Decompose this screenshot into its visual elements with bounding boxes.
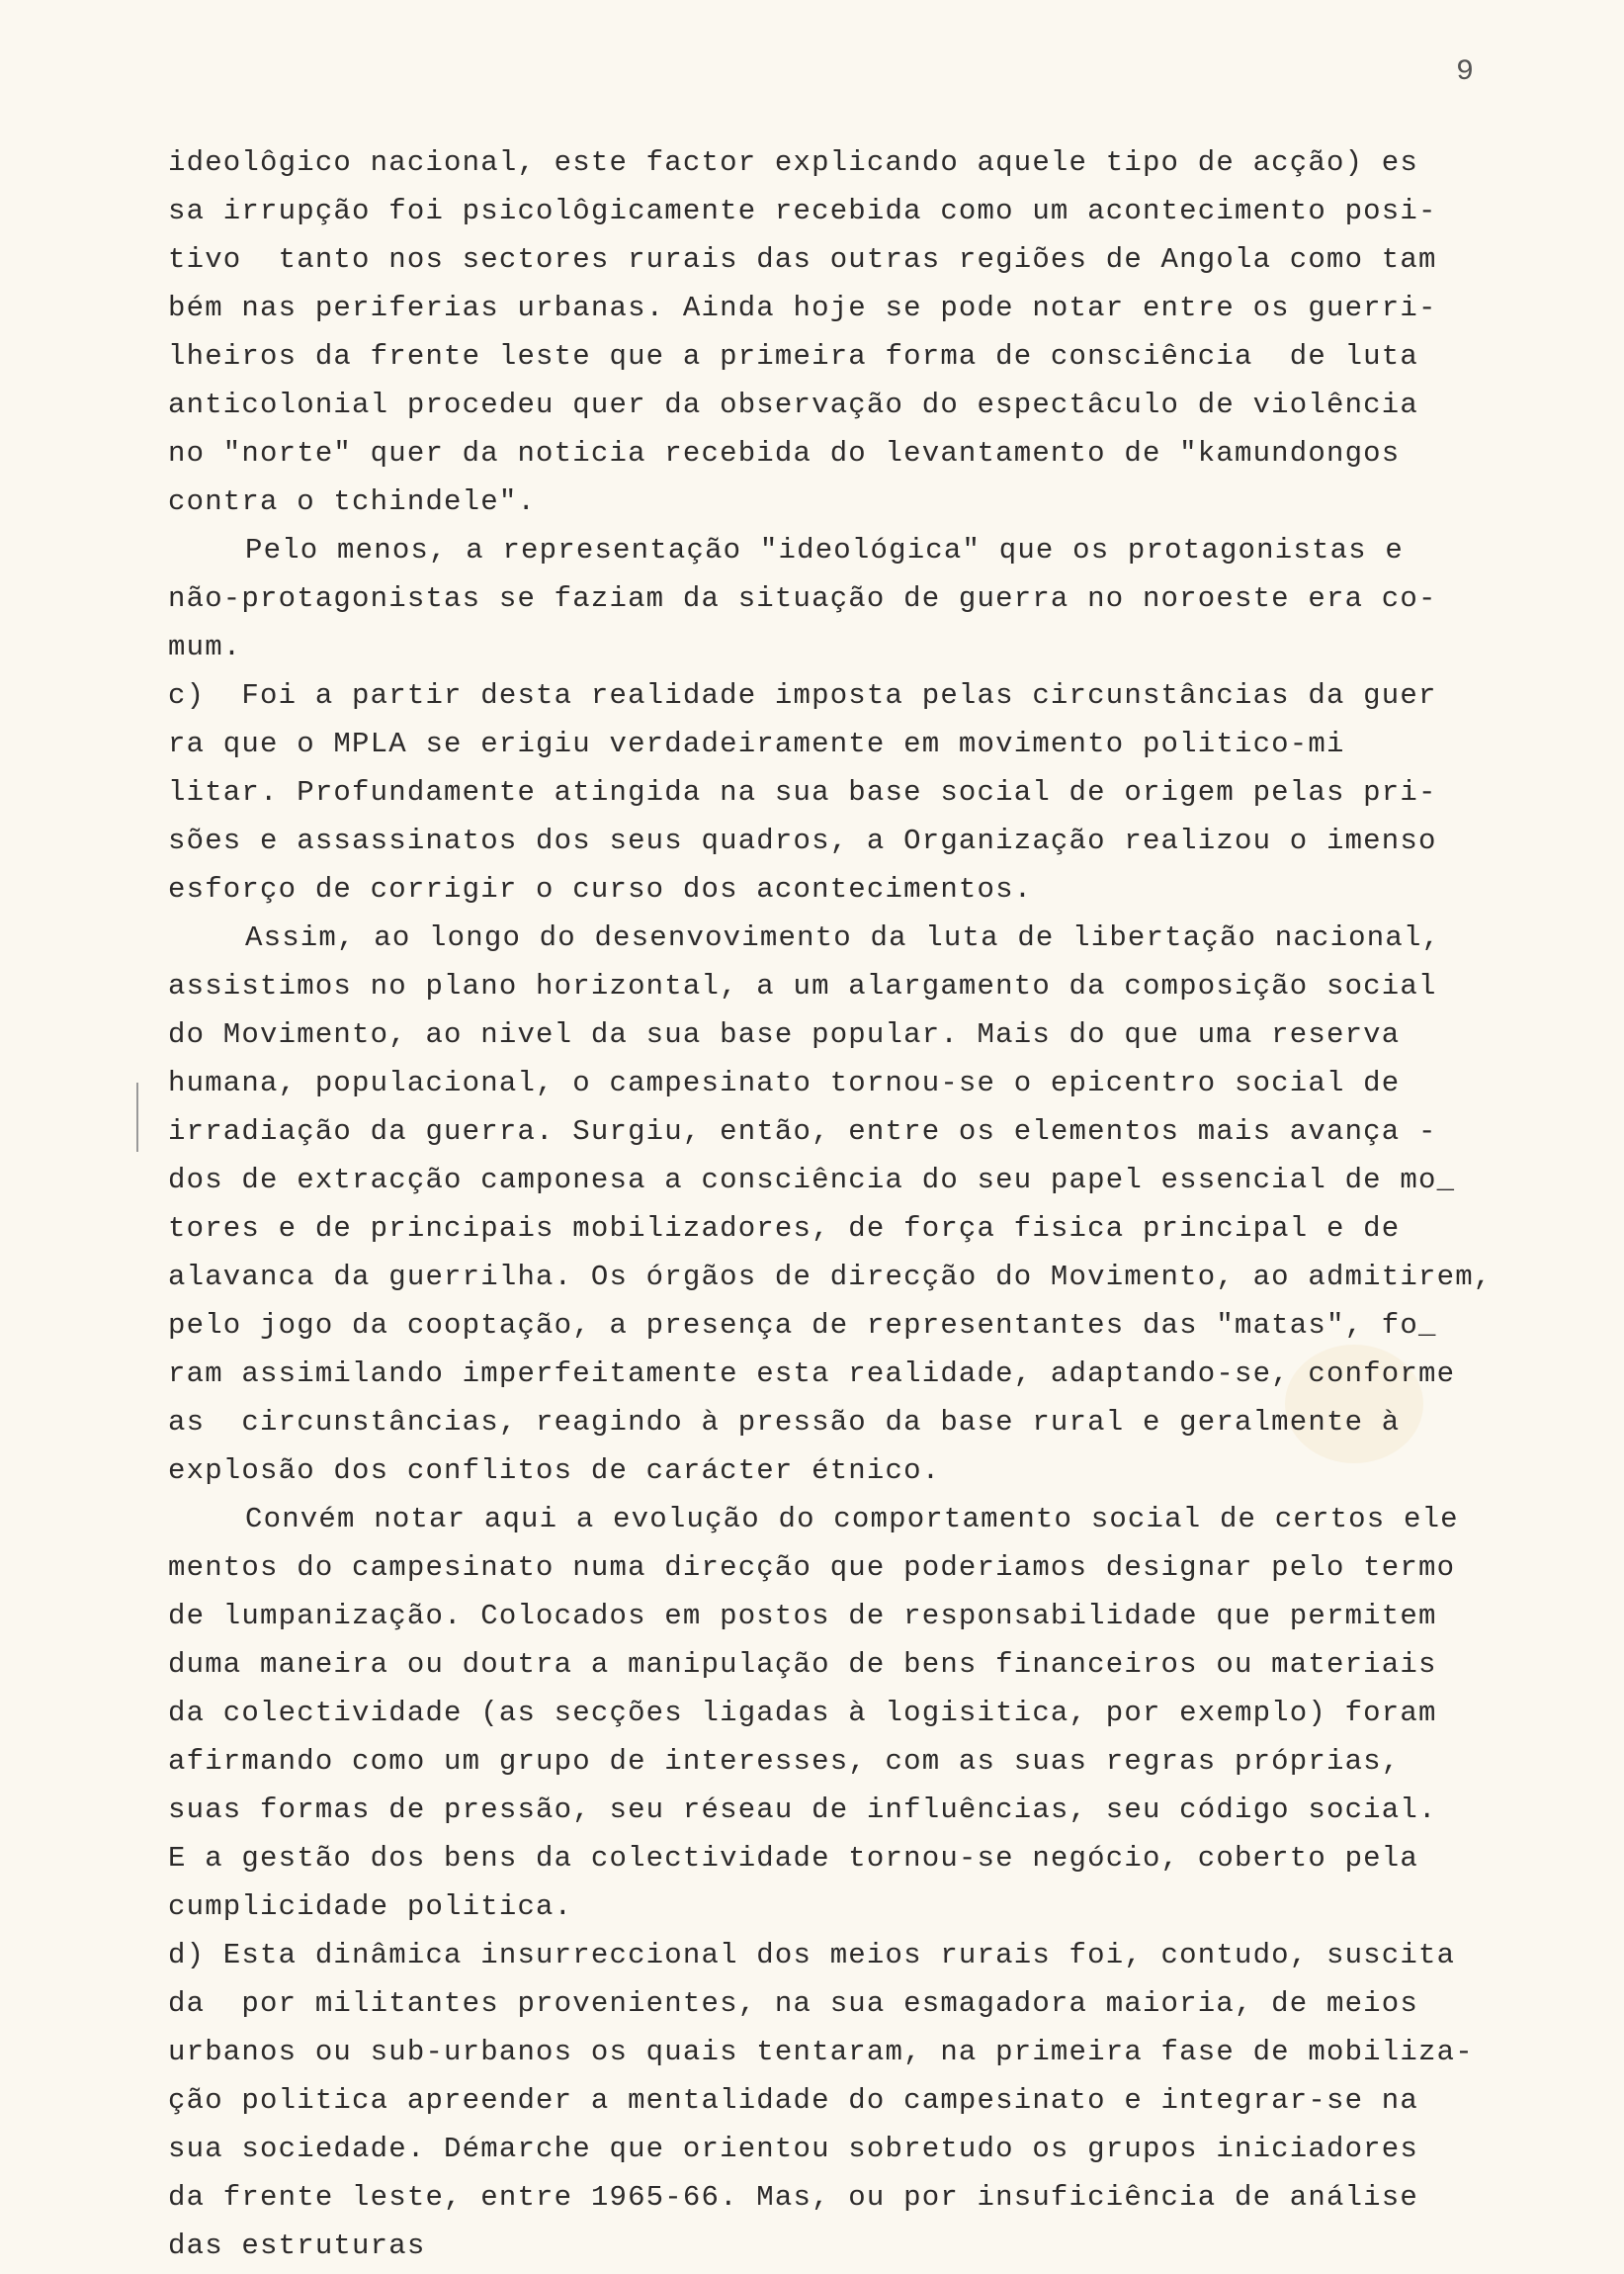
text-line: tivo tanto nos sectores rurais das outras regiões de Angola como tam xyxy=(168,243,1437,276)
text-line: as circunstâncias, reagindo à pressão da base rural e geralmente à xyxy=(168,1406,1401,1439)
text-line: suas formas de pressão, seu réseau de influências, seu código social. xyxy=(168,1793,1437,1826)
text-line: não-protagonistas se faziam da situação de guerra no noroeste era co- xyxy=(168,582,1437,615)
text-line: duma maneira ou doutra a manipulação de bens financeiros ou materiais xyxy=(168,1648,1437,1681)
text-line: sões e assassinatos dos seus quadros, a Organização realizou o imenso xyxy=(168,825,1437,857)
text-line: mum. xyxy=(168,631,242,663)
text-line: assistimos no plano horizontal, a um alargamento da composição social xyxy=(168,970,1437,1003)
text-line: Assim, ao longo do desenvovimento da luta de libertação nacional, xyxy=(245,921,1441,954)
text-line: das estruturas xyxy=(168,2230,426,2262)
text-line: lheiros da frente leste que a primeira forma de consciência de luta xyxy=(168,340,1418,373)
text-line: ra que o MPLA se erigiu verdadeiramente em movimento politico-mi xyxy=(168,728,1345,760)
typed-text-body xyxy=(168,138,1522,2270)
text-line: pelo jogo da cooptação, a presença de representantes das "matas", fo_ xyxy=(168,1309,1437,1342)
text-line: c) Foi a partir desta realidade imposta pelas circunstâncias da guer xyxy=(168,679,1437,712)
text-line: explosão dos conflitos de carácter étnico. xyxy=(168,1454,941,1487)
text-line: mentos do campesinato numa direcção que poderiamos designar pelo termo xyxy=(168,1551,1456,1584)
text-line: litar. Profundamente atingida na sua base social de origem pelas pri- xyxy=(168,776,1437,809)
text-line: ideolôgico nacional, este factor explicando aquele tipo de acção) es xyxy=(168,146,1418,179)
text-line: anticolonial procedeu quer da observação do espectâculo de violência xyxy=(168,389,1418,421)
text-line: contra o tchindele". xyxy=(168,485,537,518)
text-line: do Movimento, ao nivel da sua base popular. Mais do que uma reserva xyxy=(168,1018,1401,1051)
text-line: Pelo menos, a representação "ideológica" que os protagonistas e xyxy=(245,534,1404,567)
text-line: urbanos ou sub-urbanos os quais tentaram, na primeira fase de mobiliza- xyxy=(168,2036,1474,2068)
text-line: irradiação da guerra. Surgiu, então, entre os elementos mais avança - xyxy=(168,1115,1437,1148)
margin-mark xyxy=(136,1083,142,1152)
text-line: alavanca da guerrilha. Os órgãos de direcção do Movimento, ao admitirem, xyxy=(168,1261,1493,1293)
page-number: 9 xyxy=(1455,55,1474,89)
text-line: bém nas periferias urbanas. Ainda hoje se pode notar entre os guerri- xyxy=(168,292,1437,324)
text-line: cumplicidade politica. xyxy=(168,1890,573,1923)
text-line: d) Esta dinâmica insurreccional dos meios rurais foi, contudo, suscita xyxy=(168,1939,1456,1971)
text-line: da colectividade (as secções ligadas à logisitica, por exemplo) foram xyxy=(168,1697,1437,1729)
text-line: humana, populacional, o campesinato tornou-se o epicentro social de xyxy=(168,1067,1401,1099)
text-line: Convém notar aqui a evolução do comportamento social de certos ele xyxy=(245,1503,1459,1535)
text-line: sua sociedade. Démarche que orientou sobretudo os grupos iniciadores xyxy=(168,2133,1418,2165)
text-line: esforço de corrigir o curso dos acontecimentos. xyxy=(168,873,1033,906)
text-line: no "norte" quer da noticia recebida do levantamento de "kamundongos xyxy=(168,437,1401,470)
text-line: da por militantes provenientes, na sua esmagadora maioria, de meios xyxy=(168,1987,1418,2020)
text-line: tores e de principais mobilizadores, de força fisica principal e de xyxy=(168,1212,1401,1245)
text-line: sa irrupção foi psicolôgicamente recebida como um acontecimento posi- xyxy=(168,195,1437,227)
text-line: afirmando como um grupo de interesses, com as suas regras próprias, xyxy=(168,1745,1401,1778)
text-line: da frente leste, entre 1965-66. Mas, ou por insuficiência de análise xyxy=(168,2181,1418,2214)
text-line: dos de extracção camponesa a consciência do seu papel essencial de mo_ xyxy=(168,1164,1456,1196)
text-line: de lumpanização. Colocados em postos de responsabilidade que permitem xyxy=(168,1600,1437,1632)
text-line: ção politica apreender a mentalidade do campesinato e integrar-se na xyxy=(168,2084,1418,2117)
text-line: ram assimilando imperfeitamente esta realidade, adaptando-se, conforme xyxy=(168,1357,1456,1390)
text-line: E a gestão dos bens da colectividade tornou-se negócio, coberto pela xyxy=(168,1842,1418,1875)
